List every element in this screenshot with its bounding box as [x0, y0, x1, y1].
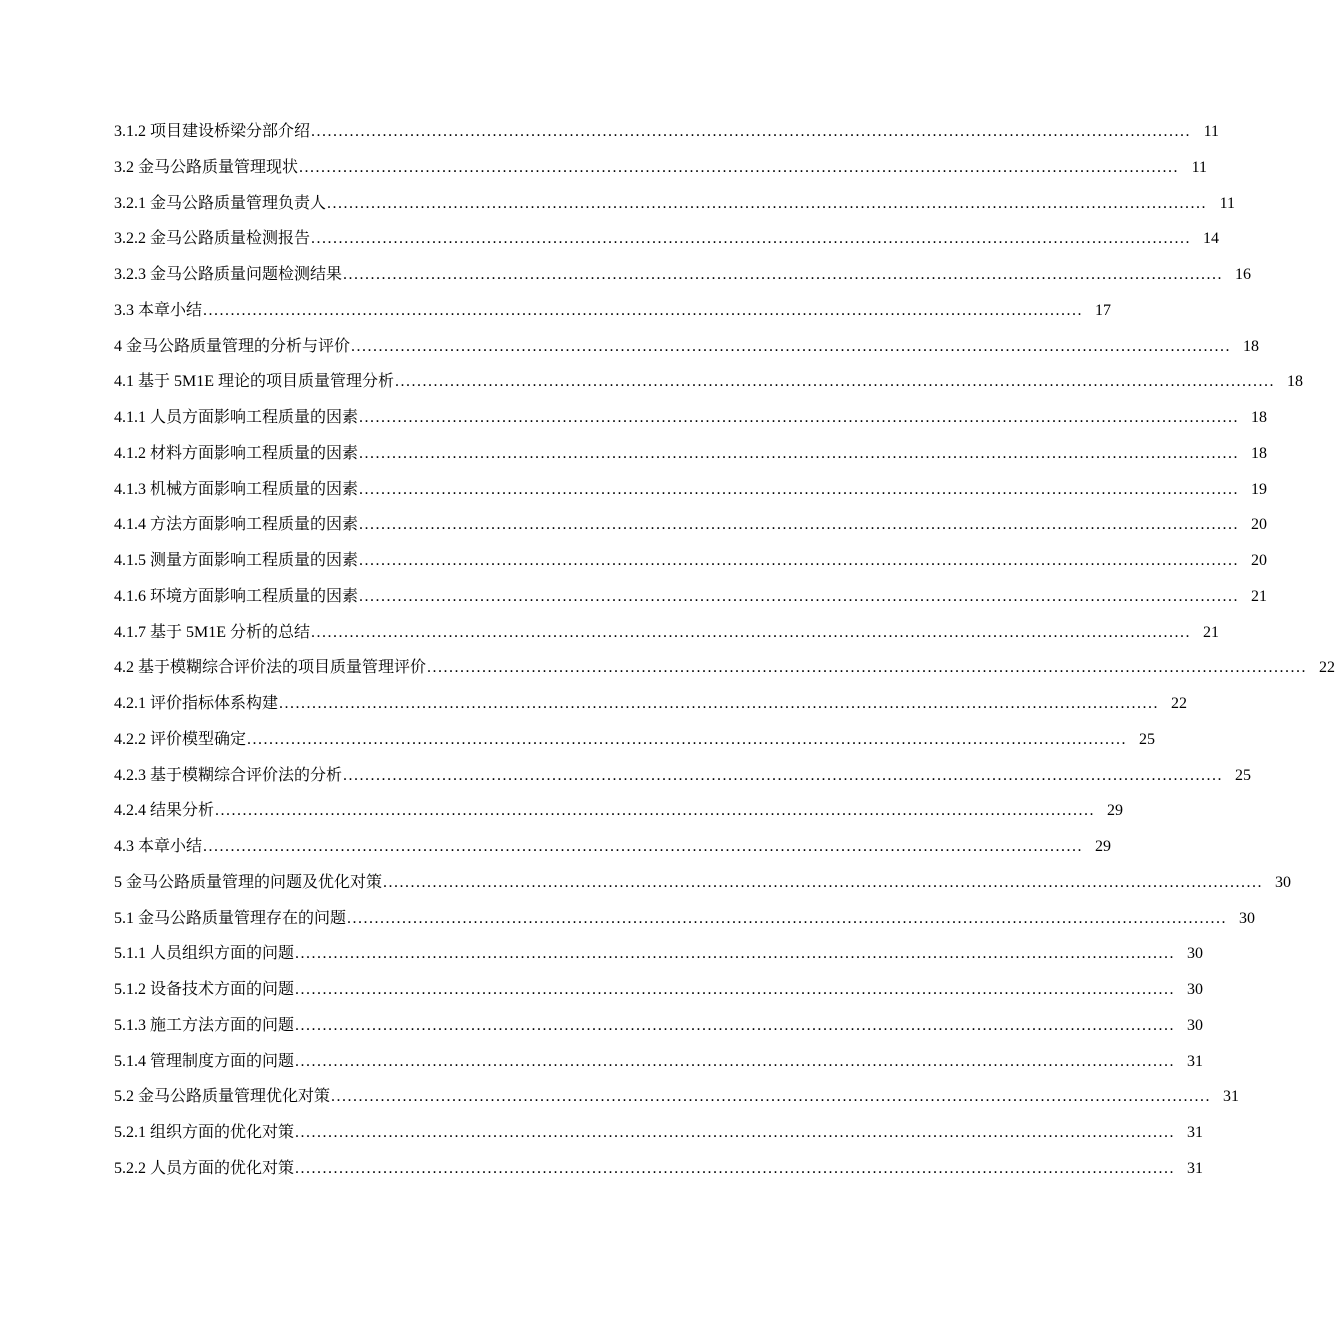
toc-entry [114, 615, 1220, 651]
toc-entry-page: 22 [1319, 659, 1335, 677]
toc-leader-dots: ................................................................................................................................................................ [299, 158, 1180, 176]
toc-entry-page: 19 [1251, 480, 1268, 498]
toc-entry-title: 4.1.2 材料方面影响工程质量的因素 [114, 444, 359, 462]
toc-entry-page: 18 [1287, 373, 1304, 391]
toc-entry [114, 686, 1188, 722]
toc-leader-dots: ................................................................................................................................................................ [427, 659, 1308, 677]
toc-leader-dots: ................................................................................................................................................................ [279, 695, 1160, 712]
toc-leader-dots: ................................................................................................................................................................ [359, 409, 1240, 426]
toc-entry-title: 5.1.3 施工方法方面的问题 [114, 1016, 295, 1034]
toc-entry-page: 21 [1251, 587, 1268, 605]
toc-leader-dots: ................................................................................................................................................................ [295, 1052, 1176, 1070]
toc-entry-page: 11 [1219, 194, 1236, 212]
toc-leader-dots: ................................................................................................................................................................ [311, 623, 1192, 641]
toc-entry-page: 20 [1251, 516, 1268, 534]
toc-entry [114, 579, 1268, 615]
toc-entry-title: 4.2.2 评价模型确定 [114, 730, 247, 748]
toc-entry-title: 5.1.4 管理制度方面的问题 [114, 1052, 295, 1070]
toc-leader-dots: ................................................................................................................................................................ [295, 945, 1176, 963]
toc-leader-dots: ................................................................................................................................................................ [395, 373, 1276, 391]
toc-entry-title: 4.1.6 环境方面影响工程质量的因素 [114, 587, 359, 605]
toc-entry-title: 5.2.2 人员方面的优化对策 [114, 1159, 295, 1177]
toc-leader-dots: ................................................................................................................................................................ [359, 552, 1240, 569]
toc-entry-page: 31 [1223, 1088, 1240, 1106]
toc-entry-page: 20 [1251, 552, 1268, 569]
toc-entry-title: 4.1.5 测量方面影响工程质量的因素 [114, 552, 359, 569]
toc-entry-page: 17 [1095, 301, 1112, 319]
toc-entry-title: 4.1.3 机械方面影响工程质量的因素 [114, 480, 359, 498]
toc-leader-dots: ................................................................................................................................................................ [295, 1016, 1176, 1034]
toc-leader-dots: ................................................................................................................................................................ [247, 730, 1128, 748]
toc-leader-dots: ................................................................................................................................................................ [203, 301, 1084, 319]
toc-leader-dots: ................................................................................................................................................................ [347, 909, 1228, 927]
toc-entry [114, 436, 1268, 472]
toc-entry [114, 329, 1260, 365]
toc-entry-page: 31 [1187, 1159, 1204, 1177]
toc-entry-page: 31 [1187, 1052, 1204, 1070]
toc-entry [114, 901, 1256, 937]
toc-leader-dots: ................................................................................................................................................................ [331, 1088, 1212, 1106]
toc-entry-page: 21 [1203, 623, 1220, 641]
toc-entry-page: 16 [1235, 266, 1252, 283]
toc-leader-dots: ................................................................................................................................................................ [311, 123, 1192, 140]
toc-entry-title: 4.3 本章小结 [114, 838, 203, 855]
toc-leader-dots: ................................................................................................................................................................ [359, 587, 1240, 605]
toc-entry-page: 30 [1239, 909, 1256, 927]
toc-entry-title: 4.2.1 评价指标体系构建 [114, 695, 279, 712]
toc-entry-page: 30 [1187, 945, 1204, 963]
toc-entry [114, 400, 1268, 436]
toc-leader-dots: ................................................................................................................................................................ [343, 266, 1224, 283]
toc-entry [114, 1079, 1240, 1115]
toc-entry [114, 257, 1252, 293]
toc-entry-title: 3.3 本章小结 [114, 301, 203, 319]
toc-leader-dots: ................................................................................................................................................................ [295, 1124, 1176, 1141]
toc-entry [114, 114, 1220, 150]
toc-entry [114, 507, 1268, 543]
toc-entry-title: 4.2.3 基于模糊综合评价法的分析 [114, 766, 343, 784]
toc-entry-page: 29 [1095, 838, 1112, 855]
toc-entry-title: 4.1 基于 5M1E 理论的项目质量管理分析 [114, 373, 395, 391]
toc-entry [114, 364, 1304, 400]
toc-entry-page: 30 [1275, 873, 1292, 891]
toc-entry-page: 25 [1235, 766, 1252, 784]
toc-entry [114, 186, 1236, 222]
toc-entry [114, 650, 1335, 686]
toc-entry [114, 829, 1112, 865]
toc-entry [114, 293, 1112, 329]
toc-entry-title: 3.2.1 金马公路质量管理负责人 [114, 194, 327, 212]
toc-entry-title: 4.1.4 方法方面影响工程质量的因素 [114, 516, 359, 534]
toc-entry [114, 1115, 1204, 1151]
toc-entry-title: 3.2.3 金马公路质量问题检测结果 [114, 266, 343, 283]
toc-entry [114, 1008, 1204, 1044]
toc-entry [114, 722, 1156, 758]
toc-entry [114, 758, 1252, 794]
toc-entry-title: 4.2 基于模糊综合评价法的项目质量管理评价 [114, 659, 427, 677]
toc-entry [114, 1044, 1204, 1080]
toc-entry [114, 936, 1204, 972]
toc-entry [114, 865, 1292, 901]
toc-leader-dots: ................................................................................................................................................................ [359, 516, 1240, 534]
toc-entry [114, 793, 1124, 829]
toc-leader-dots: ................................................................................................................................................................ [343, 766, 1224, 784]
toc-leader-dots: ................................................................................................................................................................ [311, 230, 1192, 248]
toc-entry-page: 25 [1139, 730, 1156, 748]
toc-leader-dots: ................................................................................................................................................................ [359, 444, 1240, 462]
toc-entry-page: 29 [1107, 802, 1124, 820]
toc-entry-title: 3.2.2 金马公路质量检测报告 [114, 230, 311, 248]
toc-entry-page: 11 [1191, 158, 1208, 176]
toc-entry-page: 30 [1187, 1016, 1204, 1034]
toc-leader-dots: ................................................................................................................................................................ [383, 873, 1264, 891]
toc-entry-title: 3.1.2 项目建设桥梁分部介绍 [114, 123, 311, 140]
toc-entry-title: 5.1.1 人员组织方面的问题 [114, 945, 295, 963]
toc-leader-dots: ................................................................................................................................................................ [295, 981, 1176, 998]
toc-entry-page: 18 [1243, 337, 1260, 355]
toc-entry [114, 972, 1204, 1008]
toc-entry-title: 5.1.2 设备技术方面的问题 [114, 981, 295, 998]
toc-entry [114, 543, 1268, 579]
toc-entry-title: 4 金马公路质量管理的分析与评价 [114, 337, 351, 355]
toc-entry-page: 18 [1251, 444, 1268, 462]
toc-entry-page: 22 [1171, 695, 1188, 712]
toc-entry [114, 1151, 1204, 1187]
toc-entry [114, 150, 1208, 186]
toc-entry-title: 4.1.1 人员方面影响工程质量的因素 [114, 409, 359, 426]
toc-entry [114, 472, 1268, 508]
toc-leader-dots: ................................................................................................................................................................ [351, 337, 1232, 355]
toc-entry-title: 3.2 金马公路质量管理现状 [114, 158, 299, 176]
toc-entry-title: 4.1.7 基于 5M1E 分析的总结 [114, 623, 311, 641]
toc-leader-dots: ................................................................................................................................................................ [359, 480, 1240, 498]
toc-leader-dots: ................................................................................................................................................................ [203, 838, 1084, 855]
toc-entry-page: 30 [1187, 981, 1204, 998]
toc-entry [114, 221, 1220, 257]
toc-entry-page: 18 [1251, 409, 1268, 426]
toc-leader-dots: ................................................................................................................................................................ [295, 1159, 1176, 1177]
table-of-contents [114, 114, 1335, 1187]
toc-entry-title: 5.2.1 组织方面的优化对策 [114, 1124, 295, 1141]
toc-entry-title: 5.2 金马公路质量管理优化对策 [114, 1088, 331, 1106]
toc-entry-title: 5 金马公路质量管理的问题及优化对策 [114, 873, 383, 891]
toc-entry-page: 14 [1203, 230, 1220, 248]
toc-entry-page: 11 [1203, 123, 1220, 140]
toc-entry-title: 5.1 金马公路质量管理存在的问题 [114, 909, 347, 927]
toc-leader-dots: ................................................................................................................................................................ [215, 802, 1096, 820]
toc-entry-page: 31 [1187, 1124, 1204, 1141]
toc-entry-title: 4.2.4 结果分析 [114, 802, 215, 820]
toc-leader-dots: ................................................................................................................................................................ [327, 194, 1208, 212]
